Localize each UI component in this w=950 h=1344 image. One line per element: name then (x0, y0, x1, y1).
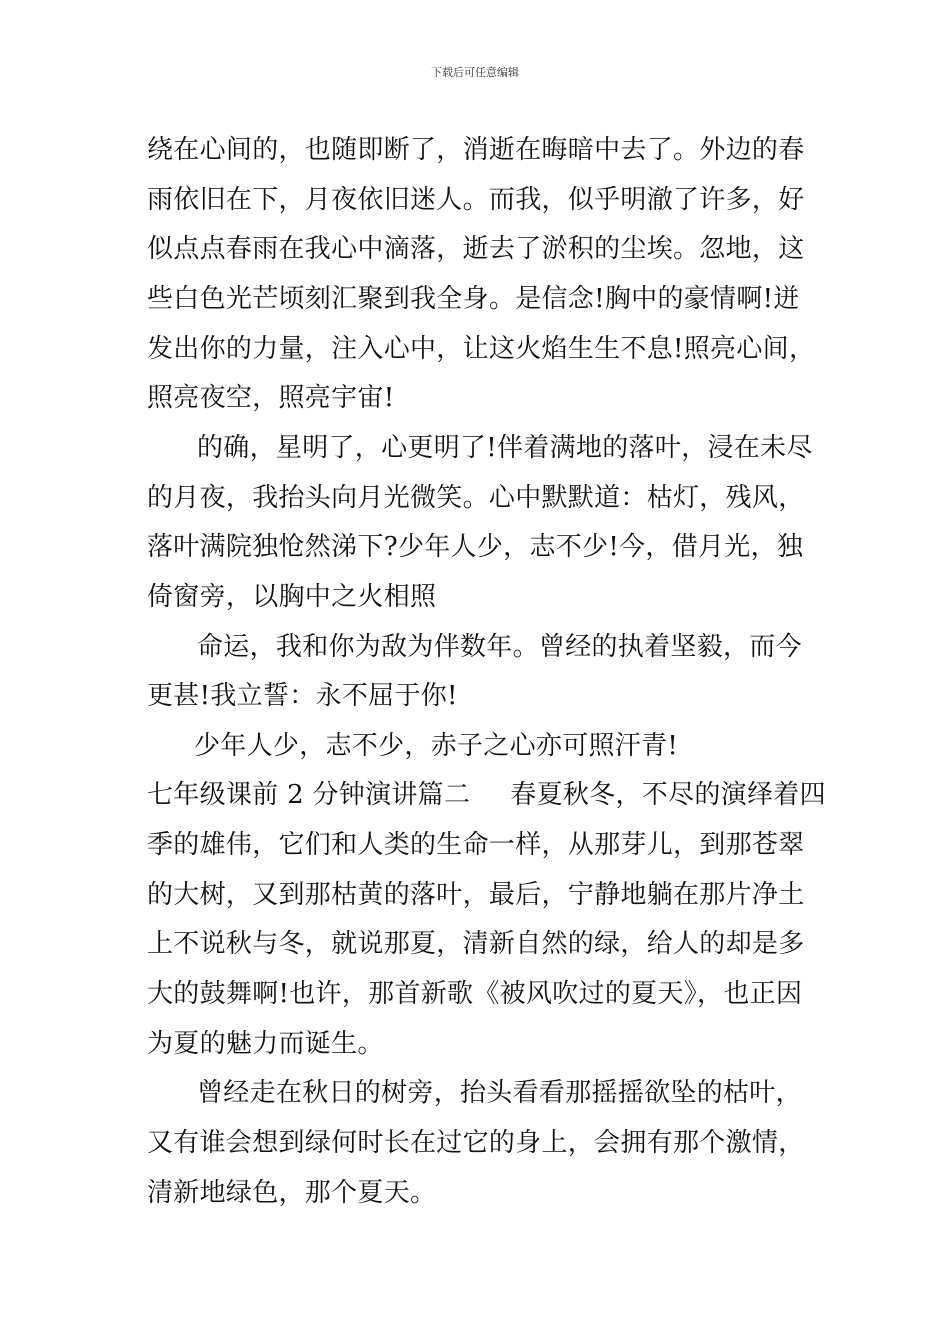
text-line: 雨依旧在下，月夜依旧迷人。而我，似乎明澈了许多，好 (147, 185, 805, 215)
text-line: 春夏秋冬，不尽的演绎着四 (510, 780, 826, 810)
text-line: 更甚!我立誓：永不屈于你! (147, 681, 458, 711)
text-line: 命运，我和你为敌为伴数年。曾经的执着坚毅，而今 (197, 632, 802, 662)
text-line: 的月夜，我抬头向月光微笑。心中默默道：枯灯，残风， (147, 483, 805, 513)
text-line: 的确，星明了，心更明了!伴着满地的落叶，浸在未尽 (197, 433, 813, 463)
text-line: 的大树，又到那枯黄的落叶，最后，宁静地躺在那片净土 (147, 880, 805, 910)
text-line: 大的鼓舞啊!也许，那首新歌《被风吹过的夏天》，也正因 (147, 979, 803, 1009)
text-line: 发出你的力量，注入心中，让这火焰生生不息!照亮心间， (147, 334, 816, 364)
text-line: 倚窗旁，以胸中之火相照 (147, 582, 437, 612)
text-line: 季的雄伟，它们和人类的生命一样，从那芽儿，到那苍翠 (147, 830, 805, 860)
section-title-line (147, 778, 826, 812)
text-line: 照亮夜空，照亮宇宙! (147, 383, 395, 413)
text-line: 绕在心间的，也随即断了，消逝在晦暗中去了。外边的春 (147, 135, 805, 165)
text-line: 为夏的魅力而诞生。 (147, 1029, 384, 1059)
section-title: 七年级课前 2 分钟演讲篇二 (147, 780, 471, 810)
text-line: 落叶满院独怆然涕下?少年人少，志不少!今，借月光，独 (147, 532, 804, 562)
text-line: 清新地绿色，那个夏天。 (147, 1178, 437, 1208)
text-line: 上不说秋与冬，就说那夏，清新自然的绿，给人的却是多 (147, 929, 805, 959)
text-line: 少年人少，志不少，赤子之心亦可照汗青! (194, 731, 679, 761)
text-line: 些白色光芒顷刻汇聚到我全身。是信念!胸中的豪情啊!迸 (147, 284, 800, 314)
text-line: 又有谁会想到绿何时长在过它的身上，会拥有那个激情， (147, 1128, 805, 1158)
text-line: 似点点春雨在我心中滴落，逝去了淤积的尘埃。忽地，这 (147, 234, 805, 264)
text-line: 曾经走在秋日的树旁，抬头看看那摇摇欲坠的枯叶， (197, 1078, 802, 1108)
page-header: 下载后可任意编辑 (431, 66, 519, 79)
